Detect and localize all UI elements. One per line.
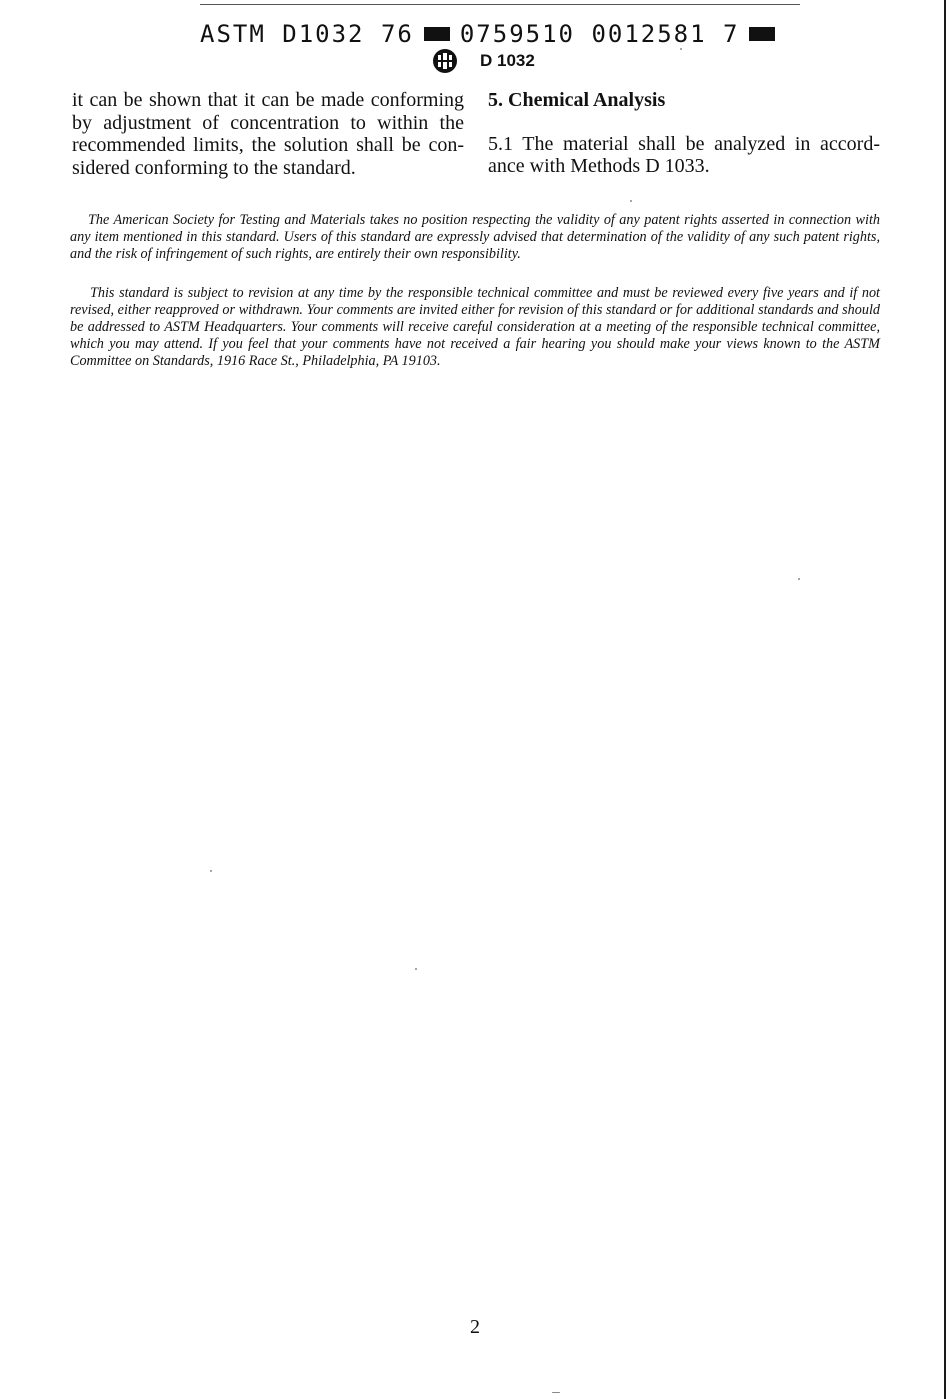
right-line: 5.1 The material shall be analyzed in accord-	[488, 132, 880, 155]
marker-block	[749, 27, 775, 41]
page-number: 2	[470, 1316, 480, 1338]
scan-speck	[680, 48, 682, 50]
left-column	[72, 89, 464, 179]
marker-block	[424, 27, 450, 41]
scan-code-header	[200, 16, 790, 52]
patent-notice: The American Society for Testing and Materials takes no position respecting the validity of any patent rights asserted in connection with any item mentioned in this standard. Users of this standard are expressly advised that determination of the validity of any such patent rights, and the risk of infringement of such rights, are entirely their own responsibility.	[70, 212, 880, 262]
scan-speck	[415, 968, 417, 970]
top-rule	[200, 4, 800, 5]
right-line: ance with Methods D 1033.	[488, 155, 710, 177]
standard-id: D 1032	[480, 51, 535, 70]
revision-notice: This standard is subject to revision at any time by the responsible technical committee and must be reviewed every five years and if not revised, either reapproved or withdrawn. Your comments are invited either for revision of this standard or for additional standards and should be addressed to ASTM Headquarters. Your comments will receive careful consideration at a meeting of the responsible technical committee, which you may attend. If you feel that your comments have not received a fair hearing you should make your views known to the ASTM Committee on Standards, 1916 Race St., Philadelphia, PA 19103.	[70, 285, 880, 369]
page-edge	[944, 0, 946, 1399]
right-column	[488, 89, 880, 178]
left-line: recommended limits, the solution shall be con-	[72, 134, 464, 156]
scan-speck	[552, 1392, 560, 1393]
scan-speck	[798, 578, 800, 580]
astm-logo-icon	[432, 48, 458, 74]
left-line: it can be shown that it can be made conforming	[72, 89, 464, 111]
standard-designation	[432, 48, 535, 74]
section-heading: 5. Chemical Analysis	[488, 89, 666, 111]
scan-code-part1: ASTM D1032 76	[200, 20, 414, 48]
scan-code-part2: 0759510 0012581 7	[459, 20, 740, 48]
scan-speck	[210, 870, 212, 872]
left-line: sidered conforming to the standard.	[72, 156, 356, 179]
scan-speck	[630, 200, 632, 202]
left-line: by adjustment of concentration to within the	[72, 111, 464, 134]
